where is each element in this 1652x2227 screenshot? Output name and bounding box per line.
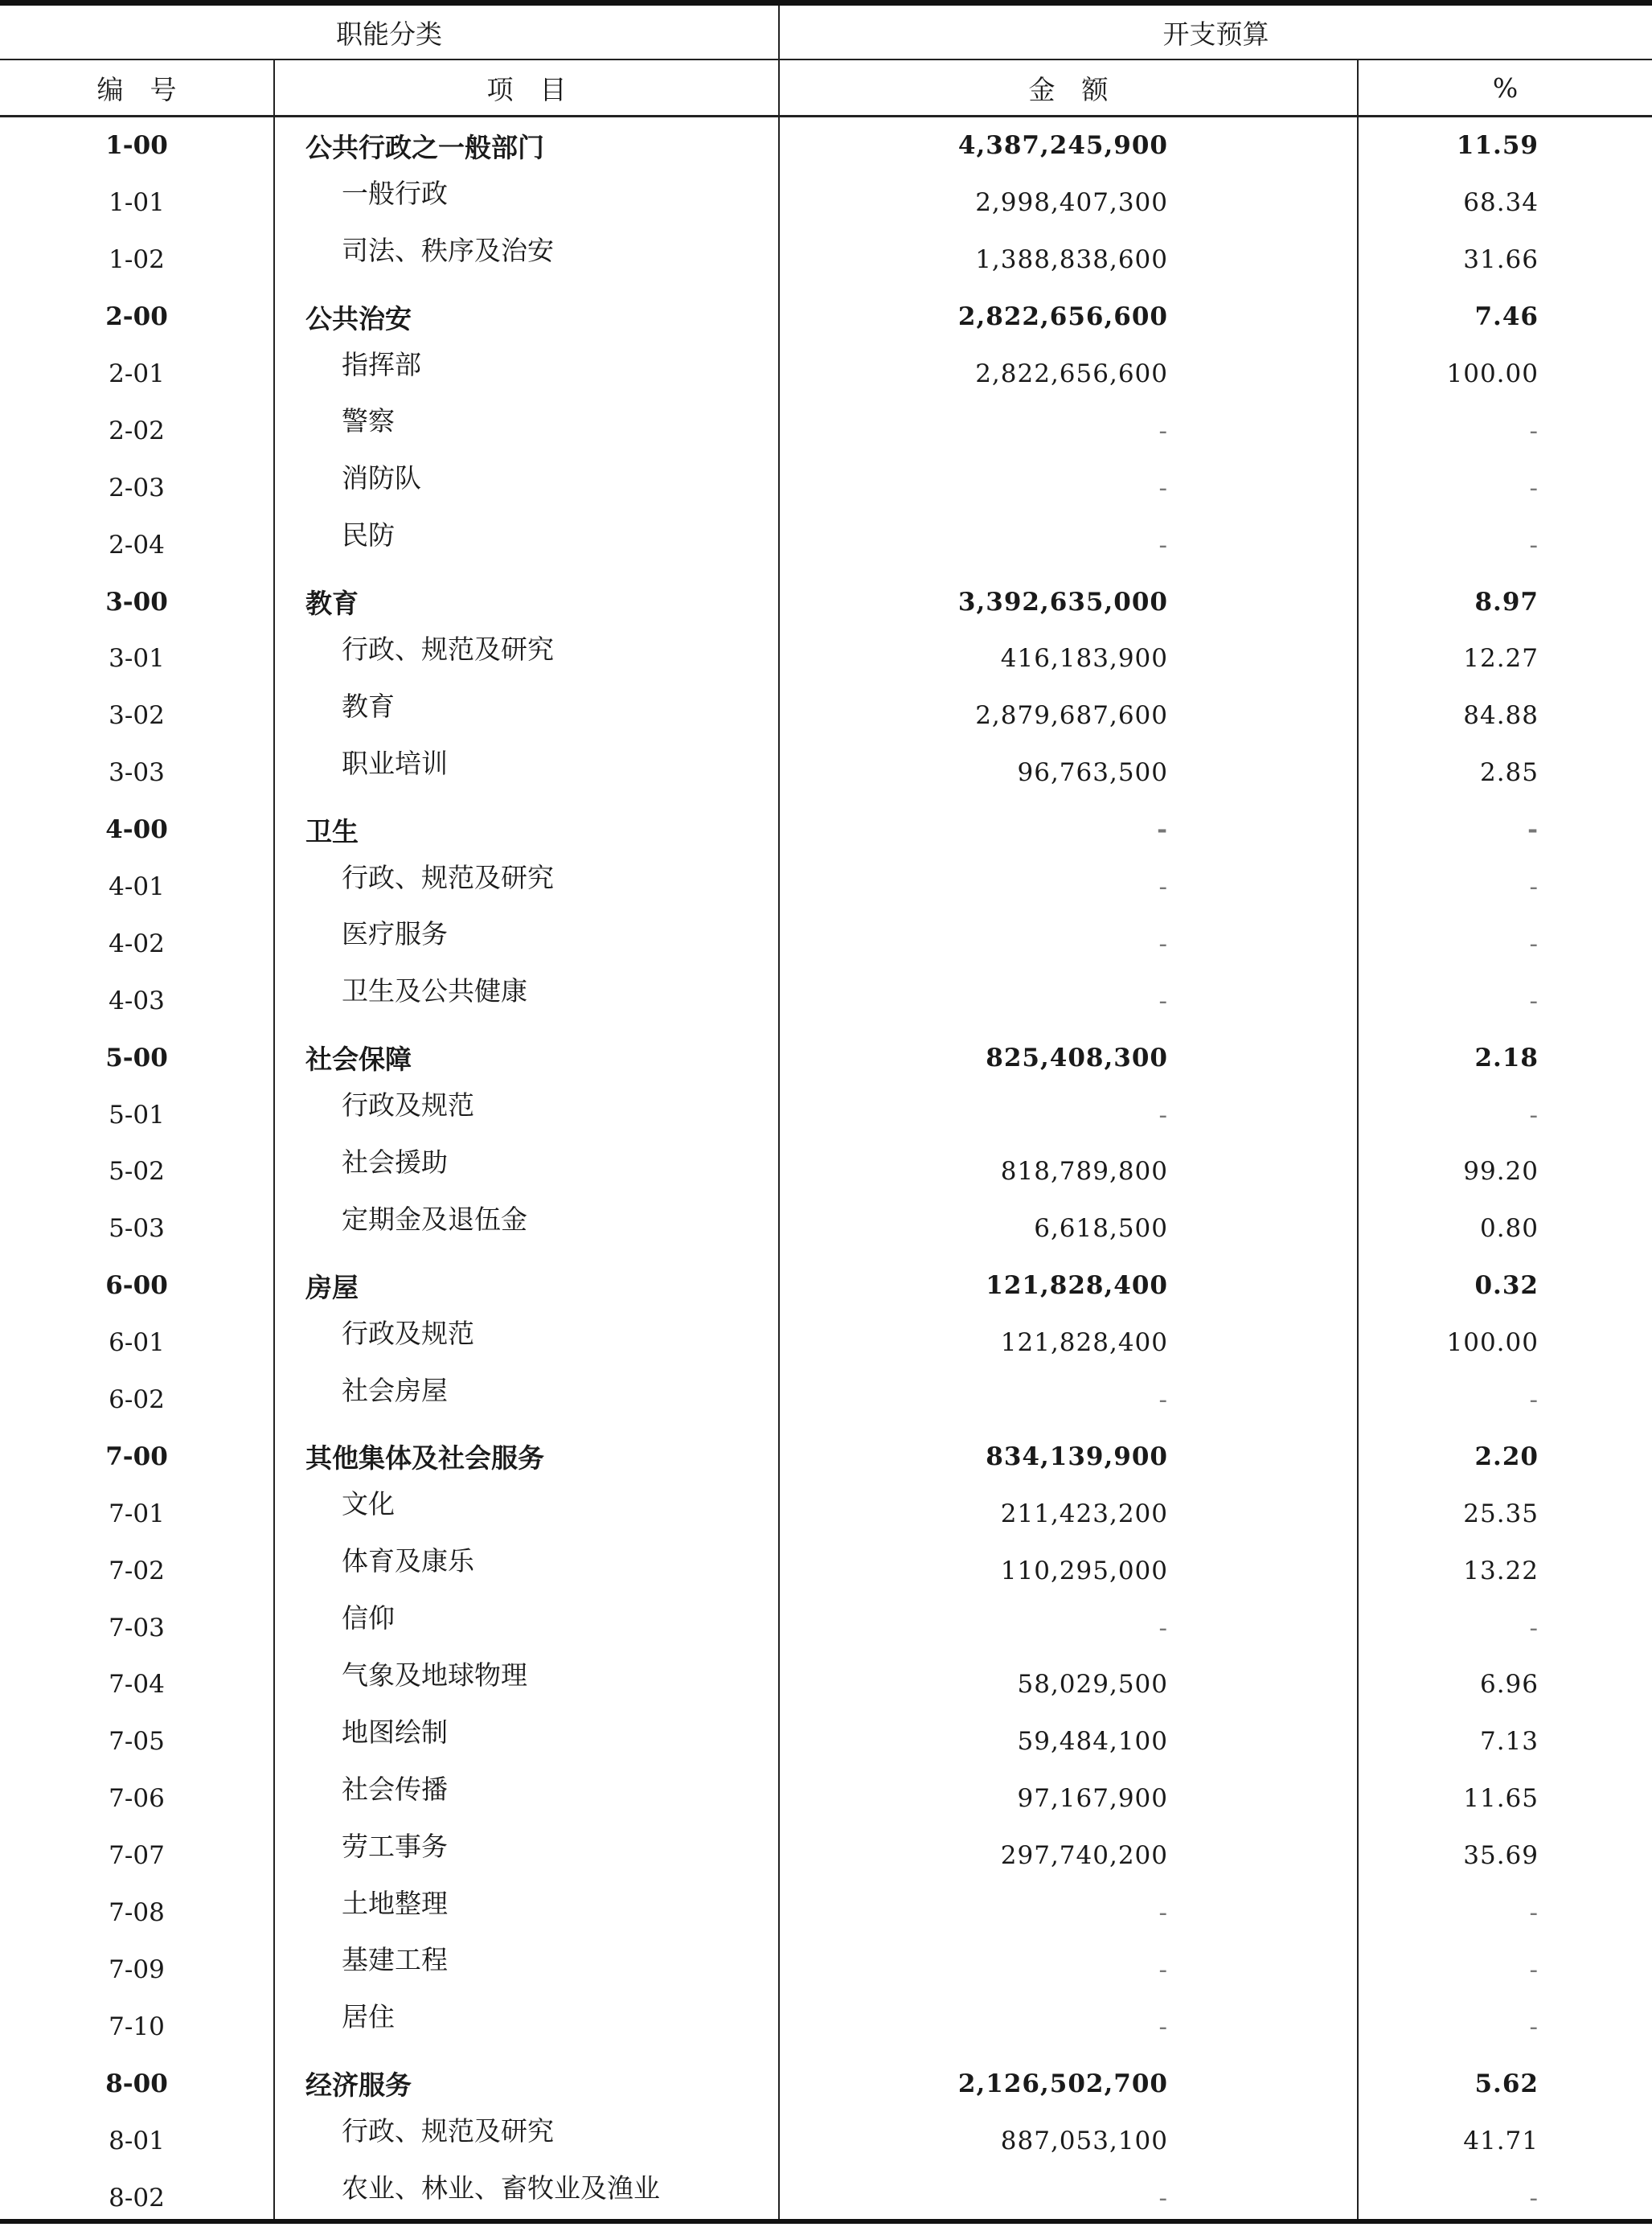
row-item: 社会传播	[342, 1773, 448, 1805]
header-code: 编 号	[96, 73, 177, 105]
table-row	[0, 117, 1652, 174]
table-row	[0, 1257, 1652, 1314]
row-amount: 6,618,500	[1034, 1214, 1168, 1244]
row-code: 7-05	[109, 1727, 165, 1757]
row-code: 7-06	[109, 1784, 165, 1814]
table-row	[0, 289, 1652, 346]
row-item: 一般行政	[342, 177, 448, 209]
row-code: 8-02	[109, 2183, 165, 2213]
row-item: 职业培训	[342, 747, 448, 779]
row-percent: 2.85	[1479, 758, 1539, 788]
row-item: 社会房屋	[342, 1374, 448, 1406]
table-row	[0, 1314, 1652, 1372]
row-percent: -	[1529, 1613, 1539, 1643]
row-percent: -	[1527, 815, 1539, 845]
row-item: 农业、林业、畜牧业及渔业	[342, 2172, 660, 2204]
row-item: 文化	[342, 1488, 395, 1520]
row-percent: 100.00	[1446, 359, 1539, 388]
row-code: 6-00	[105, 1271, 168, 1301]
row-percent: 7.13	[1479, 1727, 1539, 1757]
row-code: 4-03	[109, 986, 165, 1015]
row-code: 4-01	[109, 872, 165, 902]
table-row	[0, 459, 1652, 516]
row-code: 2-00	[105, 302, 168, 332]
table-row	[0, 802, 1652, 859]
row-item: 消防队	[342, 462, 421, 494]
table-row	[0, 2169, 1652, 2226]
header-amount: 金 额	[1028, 73, 1109, 105]
table-row	[0, 174, 1652, 232]
row-code: 4-00	[105, 815, 168, 845]
row-code: 3-01	[109, 644, 165, 674]
row-code: 5-01	[109, 1100, 165, 1130]
row-percent: -	[1529, 1100, 1539, 1130]
row-item: 教育	[305, 588, 359, 620]
row-amount: 121,828,400	[986, 1271, 1168, 1301]
table-row	[0, 1942, 1652, 1999]
row-item: 公共治安	[305, 302, 412, 334]
table-row	[0, 1542, 1652, 1599]
row-code: 2-01	[109, 359, 165, 388]
table-row	[0, 687, 1652, 744]
row-amount: 818,789,800	[1000, 1157, 1168, 1187]
row-code: 7-09	[109, 1954, 165, 1984]
header-row-2	[0, 60, 1652, 117]
row-code: 5-00	[105, 1043, 168, 1072]
row-percent: -	[1529, 416, 1539, 445]
table-row	[0, 2055, 1652, 2112]
row-item: 警察	[342, 405, 395, 437]
row-code: 2-03	[109, 473, 165, 502]
row-item: 公共行政之一般部门	[305, 131, 544, 163]
header-classification: 职能分类	[336, 18, 442, 50]
row-amount: -	[1157, 815, 1168, 845]
row-percent: 6.96	[1479, 1670, 1539, 1700]
table-row	[0, 1599, 1652, 1656]
table-row	[0, 1885, 1652, 1942]
row-percent: 2.18	[1474, 1043, 1539, 1072]
row-percent: 8.97	[1474, 587, 1539, 617]
row-amount: -	[1158, 416, 1168, 445]
header-percent: %	[1492, 72, 1519, 104]
row-item: 行政、规范及研究	[342, 2115, 554, 2147]
row-percent: 35.69	[1463, 1841, 1539, 1871]
row-amount: -	[1158, 872, 1168, 902]
row-item: 教育	[342, 690, 395, 722]
row-percent: 5.62	[1474, 2069, 1539, 2098]
row-amount: -	[1158, 986, 1168, 1015]
header-item: 项 目	[486, 73, 567, 105]
table-row	[0, 915, 1652, 972]
table-row	[0, 1428, 1652, 1485]
row-percent: 84.88	[1463, 701, 1539, 731]
row-item: 指挥部	[342, 348, 421, 380]
row-amount: -	[1158, 530, 1168, 560]
top-rule	[0, 0, 1652, 6]
row-item: 行政、规范及研究	[342, 861, 554, 893]
row-code: 2-04	[109, 530, 165, 560]
row-item: 居住	[342, 2001, 395, 2033]
row-amount: 58,029,500	[1017, 1670, 1168, 1700]
row-amount: -	[1158, 1954, 1168, 1984]
row-amount: 416,183,900	[1000, 644, 1168, 674]
row-item: 定期金及退伍金	[342, 1203, 527, 1235]
row-percent: 13.22	[1463, 1556, 1539, 1585]
row-percent: 7.46	[1474, 302, 1539, 332]
row-code: 1-01	[109, 188, 165, 218]
row-item: 信仰	[342, 1602, 395, 1634]
row-code: 7-00	[105, 1442, 168, 1471]
row-percent: 31.66	[1463, 245, 1539, 275]
row-amount: -	[1158, 2012, 1168, 2041]
row-percent: -	[1529, 530, 1539, 560]
row-percent: -	[1529, 473, 1539, 502]
row-amount: -	[1158, 929, 1168, 958]
row-percent: 25.35	[1463, 1499, 1539, 1528]
row-item: 行政及规范	[342, 1317, 474, 1349]
row-amount: 211,423,200	[1000, 1499, 1168, 1528]
row-percent: -	[1529, 986, 1539, 1015]
row-code: 6-01	[109, 1328, 165, 1358]
row-percent: -	[1529, 1898, 1539, 1928]
row-code: 3-00	[105, 587, 168, 617]
row-code: 1-00	[105, 131, 168, 161]
row-code: 3-02	[109, 701, 165, 731]
table-row	[0, 402, 1652, 459]
table-row	[0, 1086, 1652, 1143]
row-code: 8-00	[105, 2069, 168, 2098]
row-percent: 2.20	[1474, 1442, 1539, 1471]
row-amount: -	[1158, 1100, 1168, 1130]
row-amount: 97,167,900	[1017, 1784, 1168, 1814]
row-amount: 4,387,245,900	[957, 131, 1168, 161]
row-percent: 11.65	[1463, 1784, 1539, 1814]
row-code: 1-02	[109, 245, 165, 275]
row-code: 7-02	[109, 1556, 165, 1585]
row-code: 5-02	[109, 1157, 165, 1187]
row-amount: -	[1158, 2183, 1168, 2213]
row-item: 行政、规范及研究	[342, 633, 554, 665]
row-item: 劳工事务	[342, 1830, 448, 1862]
row-item: 基建工程	[342, 1944, 448, 1976]
row-amount: -	[1158, 473, 1168, 502]
row-percent: -	[1529, 2183, 1539, 2213]
row-amount: 2,822,656,600	[957, 302, 1168, 332]
row-code: 7-03	[109, 1613, 165, 1643]
table-row	[0, 1713, 1652, 1770]
table-row	[0, 232, 1652, 289]
row-code: 3-03	[109, 758, 165, 788]
row-code: 2-02	[109, 416, 165, 445]
row-code: 7-10	[109, 2012, 165, 2041]
row-amount: -	[1158, 1898, 1168, 1928]
row-amount: -	[1158, 1385, 1168, 1415]
row-amount: 110,295,000	[1000, 1556, 1168, 1585]
row-code: 7-07	[109, 1841, 165, 1871]
row-item: 经济服务	[305, 2069, 412, 2102]
table-row	[0, 1827, 1652, 1885]
table-row	[0, 1998, 1652, 2055]
row-percent: 12.27	[1463, 644, 1539, 674]
row-percent: 100.00	[1446, 1328, 1539, 1358]
row-amount: 834,139,900	[986, 1442, 1168, 1471]
row-item: 体育及康乐	[342, 1545, 474, 1577]
row-percent: -	[1529, 1954, 1539, 1984]
bottom-rule	[0, 2219, 1652, 2224]
table-row	[0, 1029, 1652, 1086]
row-item: 医疗服务	[342, 918, 448, 950]
table-row	[0, 1143, 1652, 1200]
header-row-1	[0, 6, 1652, 60]
row-code: 4-02	[109, 929, 165, 958]
row-amount: 2,822,656,600	[975, 359, 1168, 388]
row-amount: 59,484,100	[1017, 1727, 1168, 1757]
row-code: 7-01	[109, 1499, 165, 1528]
row-amount: 96,763,500	[1017, 758, 1168, 788]
row-percent: 0.32	[1474, 1271, 1539, 1301]
row-percent: 0.80	[1479, 1214, 1539, 1244]
row-amount: 2,879,687,600	[975, 701, 1168, 731]
budget-table-body	[0, 117, 1652, 2226]
row-code: 7-04	[109, 1670, 165, 1700]
row-item: 卫生	[305, 815, 359, 847]
row-item: 行政及规范	[342, 1089, 474, 1122]
row-item: 房屋	[305, 1271, 359, 1303]
table-row	[0, 744, 1652, 802]
table-row	[0, 1200, 1652, 1257]
table-row	[0, 573, 1652, 630]
row-item: 地图绘制	[342, 1716, 448, 1748]
table-row	[0, 2112, 1652, 2169]
row-percent: -	[1529, 2012, 1539, 2041]
table-row	[0, 1372, 1652, 1429]
row-code: 6-02	[109, 1385, 165, 1415]
row-amount: 2,998,407,300	[975, 188, 1168, 218]
row-percent: 11.59	[1456, 131, 1539, 161]
row-percent: -	[1529, 872, 1539, 902]
row-item: 社会保障	[305, 1044, 412, 1076]
row-amount: 1,388,838,600	[975, 245, 1168, 275]
table-row	[0, 1485, 1652, 1542]
row-item: 司法、秩序及治安	[342, 234, 554, 266]
row-code: 8-01	[109, 2126, 165, 2155]
row-code: 7-08	[109, 1898, 165, 1928]
row-percent: 99.20	[1463, 1157, 1539, 1187]
table-row	[0, 859, 1652, 916]
row-amount: 3,392,635,000	[957, 587, 1168, 617]
row-amount: 2,126,502,700	[957, 2069, 1168, 2098]
row-amount: 887,053,100	[1000, 2126, 1168, 2155]
row-item: 民防	[342, 519, 395, 552]
table-row	[0, 1656, 1652, 1713]
header-budget: 开支预算	[1162, 18, 1269, 50]
row-percent: -	[1529, 1385, 1539, 1415]
table-row	[0, 630, 1652, 687]
row-percent: 41.71	[1463, 2126, 1539, 2155]
row-item: 气象及地球物理	[342, 1659, 527, 1691]
row-item: 其他集体及社会服务	[305, 1442, 544, 1474]
table-row	[0, 516, 1652, 573]
row-amount: 297,740,200	[1000, 1841, 1168, 1871]
row-percent: -	[1529, 929, 1539, 958]
row-amount: 121,828,400	[1000, 1328, 1168, 1358]
table-row	[0, 1770, 1652, 1827]
table-row	[0, 346, 1652, 403]
row-item: 土地整理	[342, 1887, 448, 1919]
row-percent: 68.34	[1463, 188, 1539, 218]
row-amount: 825,408,300	[986, 1043, 1168, 1072]
row-amount: -	[1158, 1613, 1168, 1643]
table-row	[0, 972, 1652, 1029]
row-item: 社会援助	[342, 1146, 448, 1178]
row-code: 5-03	[109, 1214, 165, 1244]
row-item: 卫生及公共健康	[342, 975, 527, 1007]
